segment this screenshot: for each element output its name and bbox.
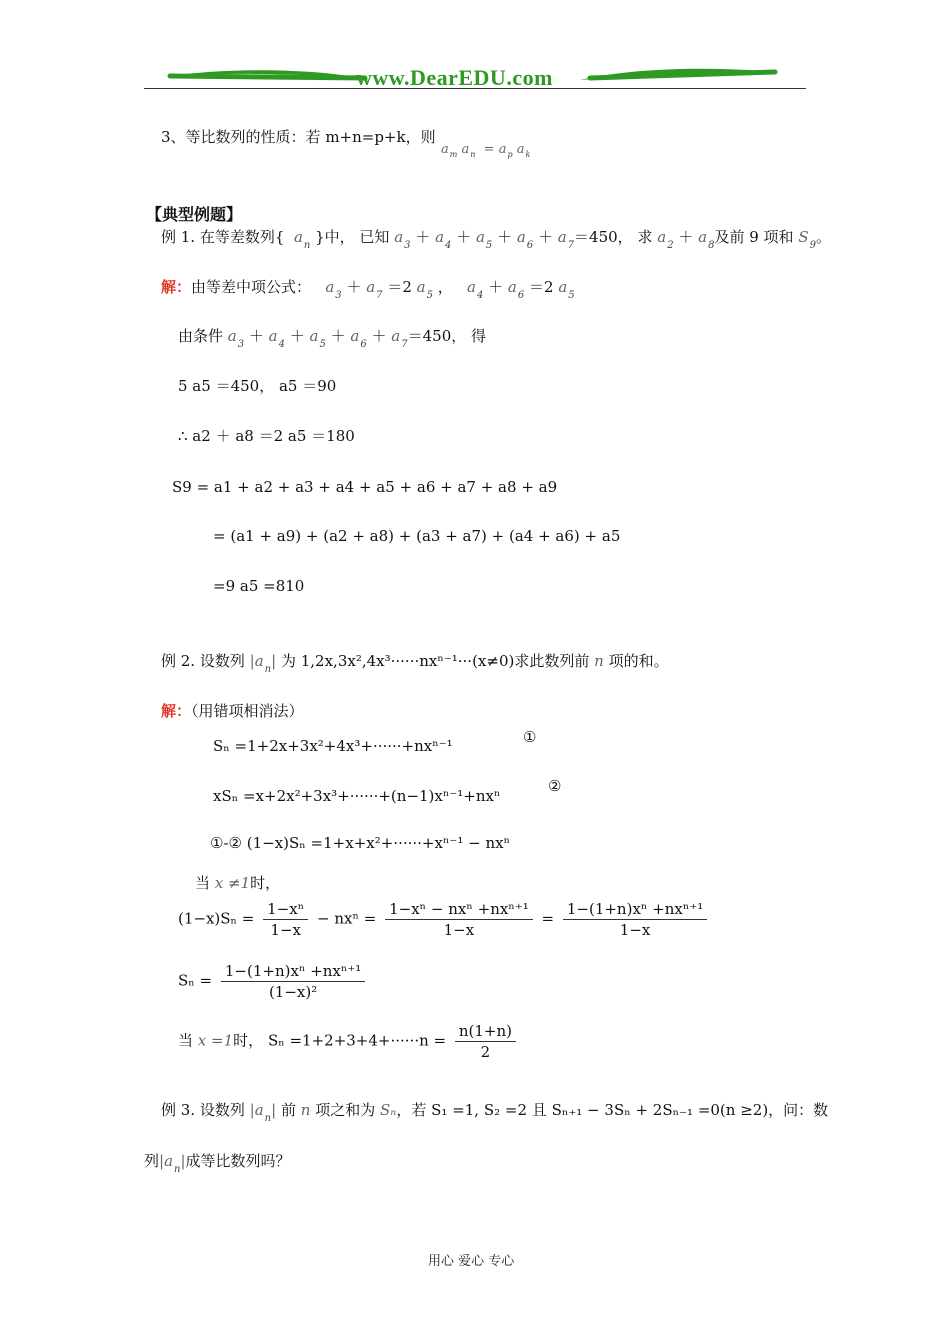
ex2-case2-text: 当 [178, 1031, 194, 1050]
ex1-sol-line1: 由等差中项公式： [191, 278, 312, 296]
section-heading: 【典型例题】 [146, 205, 243, 224]
ex2-eq3-body: (1−x)Sₙ =1+x+x²+······+xⁿ⁻¹ − nxⁿ [246, 834, 511, 852]
ex2-eq4-mid: − nxⁿ = [317, 909, 377, 928]
ex3-question-line1: 例 3. 设数列 $|a_n|$ 前 n 项之和为 Sₙ，若 S₁ =1, S₂ =2 且 Sₙ₊₁ − 3Sₙ + 2Sₙ₋₁ =0(n ≥2)，问：数 [161, 1101, 829, 1124]
ex3-q-text3: 项之和为 [315, 1101, 376, 1119]
ex2-case2-cond: x =1 [197, 1031, 234, 1050]
ex2-eq4-frac2 [385, 900, 533, 939]
ex2-eq1-mark: ① [523, 728, 537, 746]
header-rule [144, 88, 806, 89]
ex2-eq4-f3-num: 1−(1+n)xⁿ +nxⁿ⁺¹ [563, 900, 707, 920]
ex1-solution-line6: = (a1 + a9) + (a2 + a8) + (a3 + a7) + (a4 + a6) + a5 [213, 527, 621, 545]
ex2-sol-label: 解： [161, 702, 192, 720]
ex2-q-text2: 为 [280, 652, 296, 670]
section3-formula: $a_m$ $a_n = a_p$ $a_k$ [441, 142, 531, 159]
ex2-eq2: xSₙ =x+2x²+3x³+······+(n−1)xⁿ⁻¹+nxⁿ [213, 787, 501, 805]
ex3-q-sn: Sₙ [379, 1101, 397, 1119]
ex2-eq4-frac3 [563, 900, 707, 939]
ex2-eq3 [210, 834, 510, 852]
ex2-eq4-f1-num: 1−xⁿ [263, 900, 308, 920]
logo-text: www.DearEDU.com [356, 65, 553, 90]
ex2-case2 [178, 1022, 520, 1061]
ex1-line2-prefix: 由条件 [178, 327, 224, 345]
ex2-case1-text: 当 [195, 874, 211, 892]
ex2-eq5-frac [221, 962, 365, 1001]
ex2-case2-den: 2 [480, 1043, 491, 1061]
ex2-eq5-den: (1−x)² [268, 983, 318, 1001]
ex1-solution-line7: =9 a5 =810 [213, 577, 305, 595]
ex3-q-n: n [300, 1101, 311, 1119]
section3-text [161, 128, 436, 146]
section3-label: 3、等比数列的性质：若 m+n=p+k，则 [161, 128, 436, 146]
ex2-case2-frac [455, 1022, 516, 1061]
ex2-eq5-num: 1−(1+n)xⁿ +nxⁿ⁺¹ [221, 962, 365, 982]
ex2-eq4-f1-den: 1−x [270, 921, 301, 939]
footer-text: 用心 爱心 专心 [428, 1254, 515, 1269]
ex1-q-text2: }中， 已知 [315, 228, 390, 246]
ex2-q-seq: 1,2x,3x²,4x³······nxⁿ⁻¹···(x≠0) [300, 652, 515, 670]
ex3-q-rec: Sₙ₊₁ − 3Sₙ + 2Sₙ₋₁ =0(n ≥2) [551, 1101, 769, 1119]
ex2-case2-eq: Sₙ =1+2+3+4+······n = [267, 1031, 447, 1050]
ex2-case1-end: 时， [250, 874, 281, 892]
ex2-eq3-label: ①-② [210, 834, 242, 852]
ex1-solution-line4: ∴ a2 ＋ a8 ＝2 a5 ＝180 [178, 427, 355, 445]
ex2-case1-cond: x ≠1 [214, 874, 251, 892]
ex3-q-text: 例 3. 设数列 [161, 1101, 245, 1119]
ex2-sol-method: （用错项相消法） [191, 702, 304, 720]
ex1-q-period: 。 [815, 228, 831, 246]
ex2-eq4-f2-num: 1−xⁿ − nxⁿ +nxⁿ⁺¹ [385, 900, 533, 920]
ex2-eq4-f3-den: 1−x [619, 921, 651, 939]
ex1-solution-line2: 由条件 $a_3 + a_4 + a_5 + a_6 + a_7=450$， 得 [178, 327, 487, 350]
ex2-eq2-mark: ② [548, 777, 562, 795]
ex1-solution-line1: 解：由等差中项公式： $a_3 + a_7 =2$ $a_5$ ， $a_4 + a_6 =2$ $a_5$ [161, 278, 575, 301]
ex2-q-text4: 项的和。 [608, 652, 669, 670]
ex3-q-text6: ，问：数 [768, 1101, 829, 1119]
ex2-eq5 [178, 962, 369, 1001]
ex2-solution-label [161, 702, 304, 720]
ex1-solution-line5: S9 = a1 + a2 + a3 + a4 + a5 + a6 + a7 + a8 + a9 [172, 478, 558, 496]
ex2-q-text: 例 2. 设数列 [161, 652, 245, 670]
ex1-solution-line3: 5 a5 ＝450， a5 ＝90 [178, 377, 337, 395]
ex2-eq5-lhs: Sₙ = [178, 971, 213, 990]
ex3-question-line2: 列$|a_n|$成等比数列吗？ [144, 1152, 291, 1175]
ex1-q-text: 例 1. 在等差数列{ [161, 228, 285, 246]
ex2-question: 例 2. 设数列 $|a_n|$ 为 1,2x,3x²,4x³······nxⁿ⁻¹···(x≠0)求此数列前 n 项的和。 [161, 652, 669, 675]
ex3-q-text2: 前 [280, 1101, 296, 1119]
ex3-q-cond: S₁ =1, S₂ =2 [431, 1101, 528, 1119]
ex1-sol-label: 解： [161, 278, 192, 296]
ex2-eq4-frac1 [263, 900, 308, 939]
ex3-q-text4: ，若 [396, 1101, 427, 1119]
ex1-q-end: 及前 9 项和 [714, 228, 794, 246]
ex2-q-n: n [594, 652, 604, 670]
ex1-question: 例 1. 在等差数列{ $a_n$ }中， 已知 $a_3 + a_4 + a_5 + a_6 + a_7=450$， 求 $a_2 + a_8$及前 9 项和 $S_9$。 [161, 228, 831, 251]
ex2-eq4-lhs: (1−x)Sₙ = [178, 909, 255, 928]
ex2-case2-mid: 时， [233, 1031, 264, 1050]
ex2-eq4-f2-den: 1−x [443, 921, 475, 939]
ex1-q-sum: ＝450， 求 [574, 228, 653, 246]
ex2-q-text3: 求此数列前 [514, 652, 590, 670]
ex2-case1 [195, 874, 280, 892]
ex1-line2-suffix: ＝450， 得 [407, 327, 487, 345]
ex2-eq4: (1−x)Sₙ = $\frac{\text{1−xⁿ}}{1-x}$ − nxⁿ = $\frac{\text{1−xⁿ − nxⁿ +nxⁿ⁺¹}}{1-x}$ = $\frac{\text{1−(1+n)xⁿ +nxⁿ⁺¹}}{1-x}$ [178, 900, 711, 939]
ex3-q-line2a: 列 [144, 1152, 160, 1170]
ex3-q-line2b: 成等比数列吗？ [185, 1152, 291, 1170]
ex2-eq1: Sₙ =1+2x+3x²+4x³+······+nxⁿ⁻¹ [213, 737, 453, 755]
ex3-q-text5: 且 [531, 1101, 547, 1119]
ex2-case2-num: n(1+n) [455, 1022, 516, 1042]
